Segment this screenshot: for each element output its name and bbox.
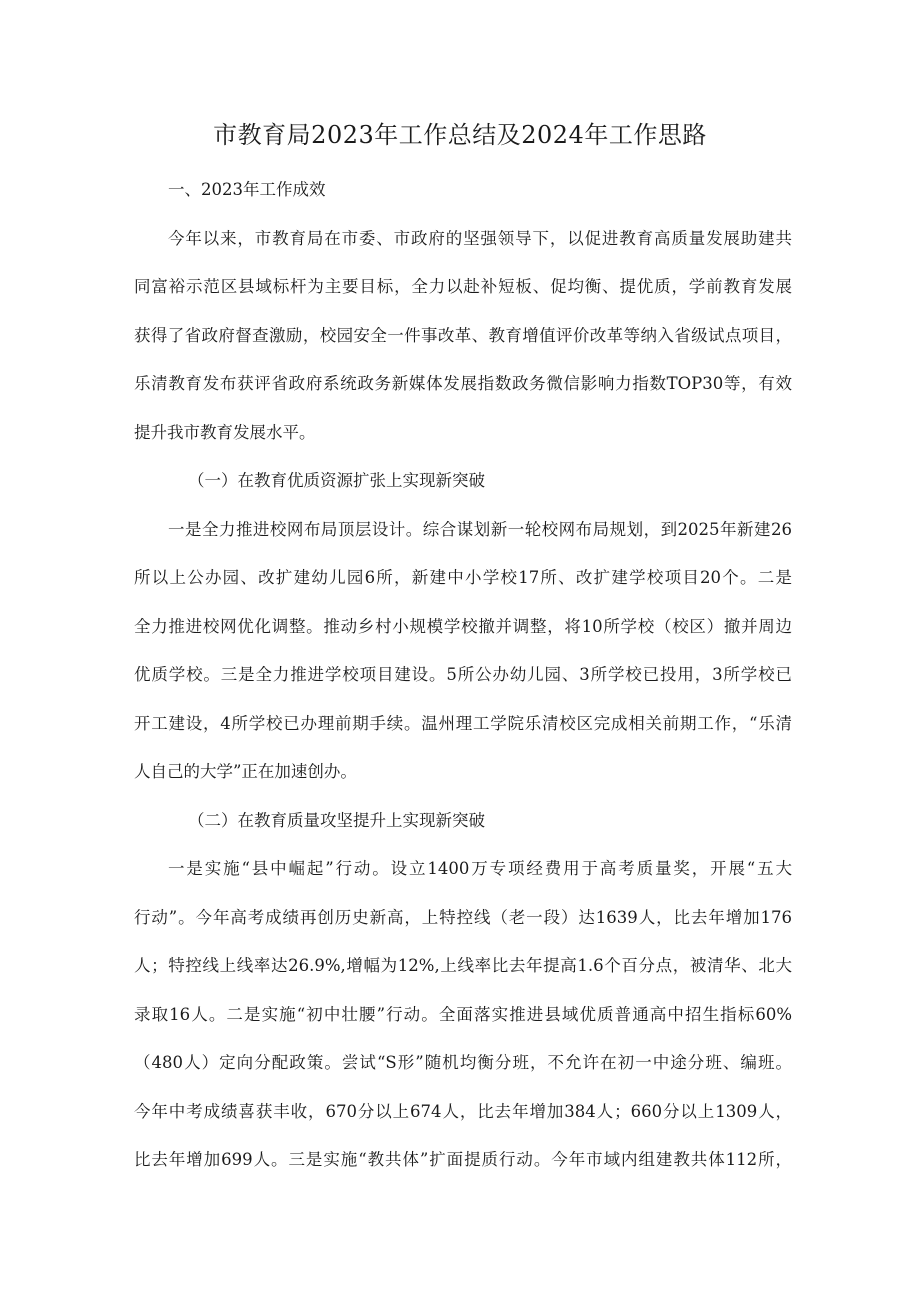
document-title: 市教育局2023年工作总结及2024年工作思路 bbox=[213, 121, 707, 149]
paragraph-line: 今年以来，市教育局在市委、市政府的坚强领导下，以促进教育高质量发展助建共 bbox=[168, 228, 792, 248]
paragraph-line: 同富裕示范区县域标杆为主要目标，全力以赴补短板、促均衡、提优质，学前教育发展 bbox=[134, 277, 792, 296]
paragraph-line: 行动”。今年高考成绩再创历史新高，上特控线（老一段）达1639人，比去年增加176 bbox=[134, 907, 792, 927]
paragraph-line: 所以上公办园、改扩建幼儿园6所，新建中小学校17所、改扩建学校项目20个。二是 bbox=[134, 568, 792, 587]
paragraph-line: 录取16人。二是实施“初中壮腰”行动。全面落实推进县域优质普通高中招生指标60% bbox=[134, 1004, 792, 1024]
paragraph-line: 一是全力推进校网布局顶层设计。综合谋划新一轮校网布局规划，到2025年新建26 bbox=[168, 519, 792, 539]
paragraph-line: 今年中考成绩喜获丰收，670分以上674人，比去年增加384人；660分以上1309人， bbox=[134, 1101, 792, 1121]
subsection-heading: （二）在教育质量攻坚提升上实现新突破 bbox=[188, 810, 485, 830]
paragraph-line: 人；特控线上线率达26.9%,增幅为12%,上线率比去年提高1.6个百分点，被清华、北大 bbox=[134, 956, 792, 975]
paragraph-line: 提升我市教育发展水平。 bbox=[134, 422, 316, 442]
document-body bbox=[134, 166, 792, 1185]
paragraph-line: （480人）定向分配政策。尝试“S形”随机均衡分班，不允许在初一中途分班、编班。 bbox=[134, 1053, 792, 1072]
section-heading: 一、2023年工作成效 bbox=[168, 180, 326, 199]
paragraph-line: 人自己的大学”正在加速创办。 bbox=[134, 762, 357, 781]
paragraph-line: 全力推进校网优化调整。推动乡村小规模学校撤并调整，将10所学校（校区）撤并周边 bbox=[134, 616, 792, 636]
paragraph-line: 乐清教育发布获评省政府系统政务新媒体发展指数政务微信影响力指数TOP30等，有效 bbox=[134, 374, 792, 393]
paragraph-line: 获得了省政府督查激励，校园安全一件事改革、教育增值评价改革等纳入省级试点项目， bbox=[134, 325, 792, 345]
paragraph-line: 一是实施“县中崛起”行动。设立1400万专项经费用于高考质量奖，开展“五大 bbox=[168, 859, 792, 878]
paragraph-line: 优质学校。三是全力推进学校项目建设。5所公办幼儿园、3所学校已投用，3所学校已 bbox=[134, 665, 792, 684]
paragraph-line: 比去年增加699人。三是实施“教共体”扩面提质行动。今年市域内组建教共体112所， bbox=[134, 1150, 792, 1169]
subsection-heading: （一）在教育优质资源扩张上实现新突破 bbox=[188, 471, 485, 490]
paragraph-line: 开工建设，4所学校已办理前期手续。温州理工学院乐清校区完成相关前期工作，“乐清 bbox=[134, 713, 792, 733]
